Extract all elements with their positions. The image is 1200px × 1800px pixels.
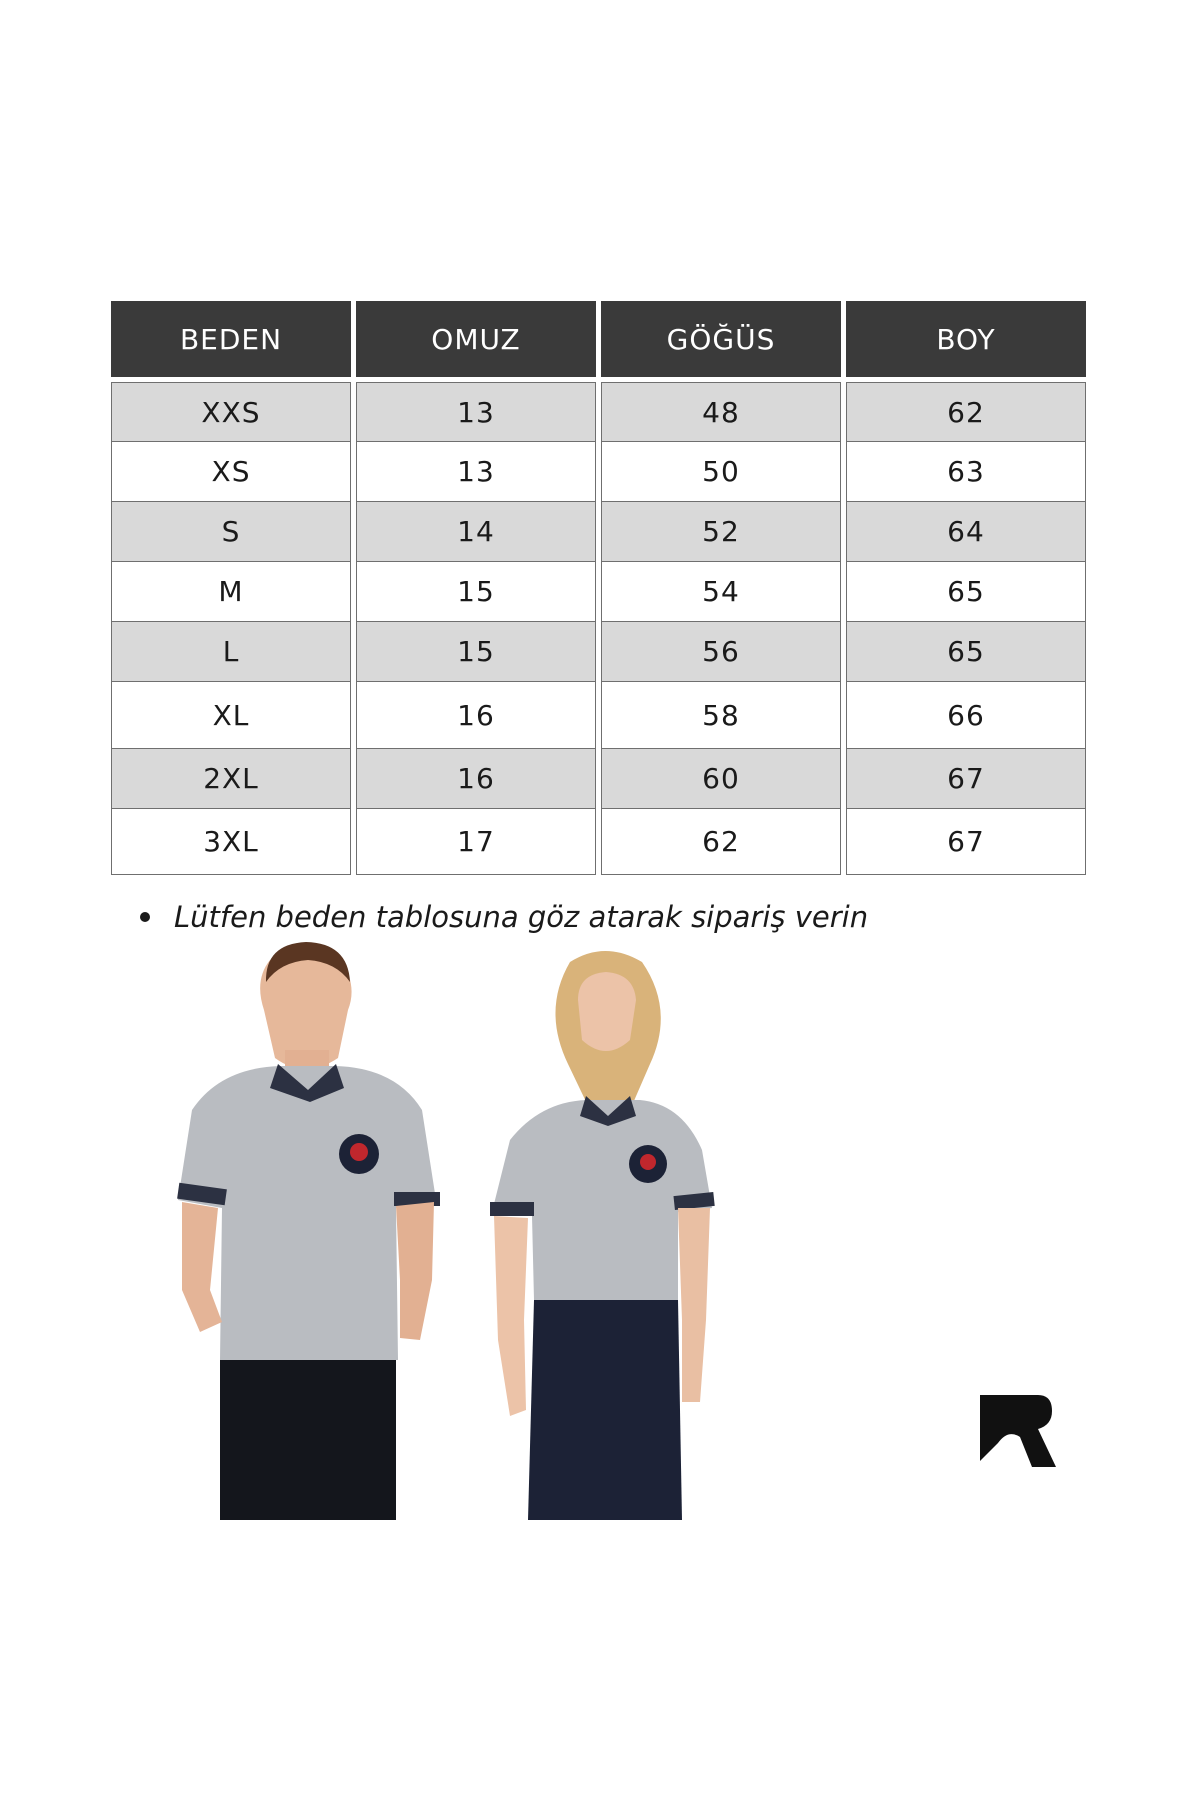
header-beden: BEDEN [111,301,351,377]
cell-length: 65 [846,562,1086,622]
table-row [111,442,1087,502]
table-header-row [111,301,1087,377]
cell-shoulder: 14 [356,502,596,562]
cell-shoulder: 16 [356,682,596,749]
cell-length: 62 [846,382,1086,442]
table-row [111,682,1087,749]
table-row [111,622,1087,682]
cell-size: S [111,502,351,562]
cell-size: XL [111,682,351,749]
size-table [111,301,1087,875]
male-model [177,942,440,1520]
table-row [111,749,1087,809]
header-boy: BOY [846,301,1086,377]
female-model [490,951,715,1520]
order-note-text: Lütfen beden tablosuna göz atarak sipariş verin [174,900,869,934]
cell-chest: 56 [601,622,841,682]
cell-length: 67 [846,809,1086,875]
header-omuz: OMUZ [356,301,596,377]
cell-chest: 48 [601,382,841,442]
table-row [111,502,1087,562]
cell-chest: 60 [601,749,841,809]
cell-shoulder: 15 [356,622,596,682]
table-row [111,809,1087,875]
cell-size: XXS [111,382,351,442]
cell-size: L [111,622,351,682]
cell-chest: 52 [601,502,841,562]
cell-chest: 54 [601,562,841,622]
cell-shoulder: 16 [356,749,596,809]
brand-logo-icon [980,1395,1056,1471]
cell-shoulder: 17 [356,809,596,875]
cell-length: 65 [846,622,1086,682]
table-body [111,382,1087,875]
cell-shoulder: 13 [356,442,596,502]
table-row [111,382,1087,442]
cell-length: 66 [846,682,1086,749]
cell-length: 63 [846,442,1086,502]
cell-size: 3XL [111,809,351,875]
order-note [140,900,868,934]
cell-size: XS [111,442,351,502]
cell-length: 67 [846,749,1086,809]
cell-shoulder: 13 [356,382,596,442]
cell-size: M [111,562,351,622]
table-row [111,562,1087,622]
header-gogus: GÖĞÜS [601,301,841,377]
cell-chest: 50 [601,442,841,502]
cell-shoulder: 15 [356,562,596,622]
cell-size: 2XL [111,749,351,809]
cell-chest: 62 [601,809,841,875]
product-photo [130,940,830,1520]
bullet-icon [140,912,150,922]
cell-chest: 58 [601,682,841,749]
cell-length: 64 [846,502,1086,562]
